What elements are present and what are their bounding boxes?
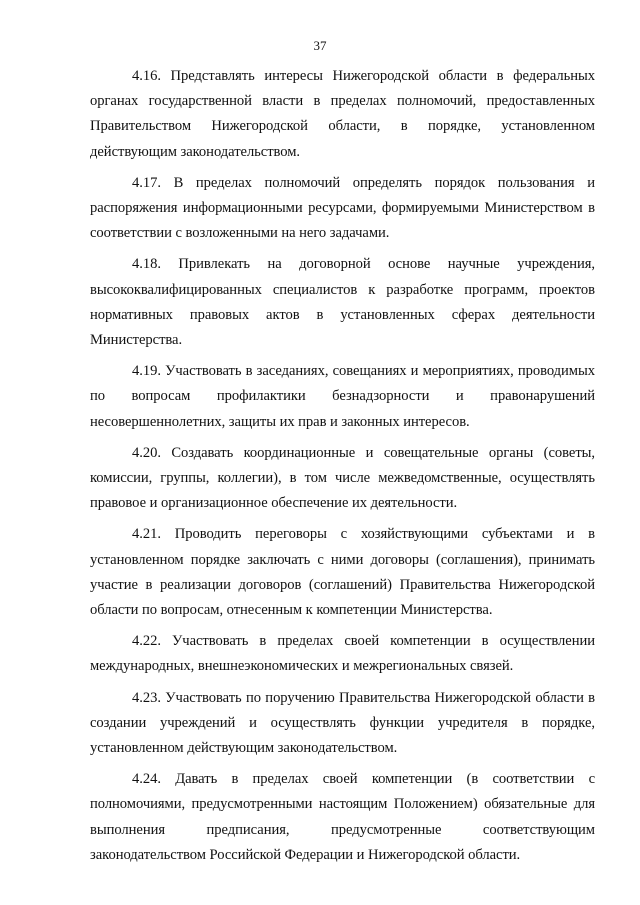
paragraph-4-19: 4.19. Участвовать в заседаниях, совещаниях и мероприятиях, проводимых по вопросам профилактики безнадзорности и правонарушений несовершеннолетних, защиты их прав и законных интересов.	[90, 363, 595, 430]
paragraph-4-17: 4.17. В пределах полномочий определять порядок пользования и распоряжения информационными ресурсами, формируемыми Министерством в соответствии с возложенными на него задачами.	[90, 174, 595, 242]
paragraph-4-23: 4.23. Участвовать по поручению Правительства Нижегородской области в создании учреждений и осуществлять функции учредителя в порядке, установленном действующим законодательством.	[90, 689, 595, 757]
paragraph-4-22: 4.22. Участвовать в пределах своей компетенции в осуществлении международных, внешнеэкономических и межрегиональных связей.	[90, 633, 595, 675]
page-number: 37	[313, 38, 327, 53]
paragraph-4-16: 4.16. Представлять интересы Нижегородской области в федеральных органах государственной власти в пределах полномочий, предоставленных Правительством Нижегородской области, в порядке, установленном действующим законодательством.	[90, 68, 595, 160]
paragraph-4-20: 4.20. Создавать координационные и совещательные органы (советы, комиссии, группы, коллегии), в том числе межведомственные, осуществлять правовое и организационное обеспечение их деятельности.	[90, 444, 595, 512]
paragraph-4-24: 4.24. Давать в пределах своей компетенции (в соответствии с полномочиями, предусмотренными настоящим Положением) обязательные для выполнения предписания, предусмотренные соответствующим законодательством Российской Федерации и Нижегородской области.	[90, 771, 595, 863]
paragraph-4-21: 4.21. Проводить переговоры с хозяйствующими субъектами и в установленном порядке заключать с ними договоры (соглашения), принимать участие в реализации договоров (соглашений) Правительства Нижегородской области по вопросам, отнесенным к компетенции Министерства.	[90, 526, 595, 619]
document-body	[90, 64, 595, 874]
paragraph-4-18: 4.18. Привлекать на договорной основе научные учреждения, высококвалифицированных специалистов к разработке программ, проектов нормативных правовых актов в установленных сферах деятельности Министерства.	[90, 256, 595, 349]
